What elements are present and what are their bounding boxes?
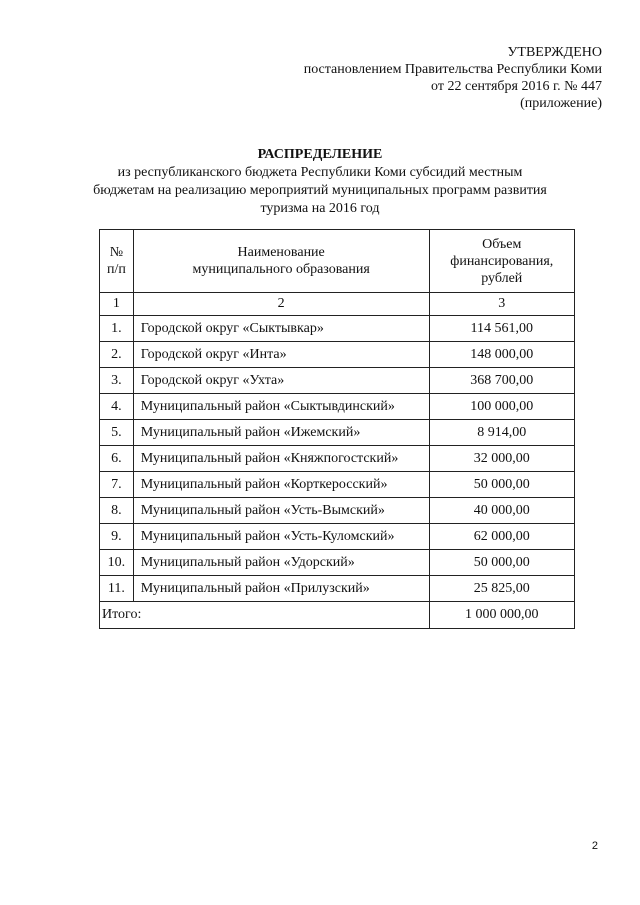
approval-block [202,44,602,112]
header-number-line-1: № [109,245,124,260]
table-row [100,550,575,576]
row-amount: 8 914,00 [429,420,574,446]
header-number-line-2: п/п [106,262,126,277]
row-name: Муниципальный район «Корткеросский» [133,472,429,498]
row-number: 8. [100,498,134,524]
table-row [100,576,575,602]
table-row [100,446,575,472]
row-number: 1. [100,316,134,342]
total-label: Итого: [100,602,430,629]
distribution-table [99,229,575,629]
column-numbering-row [100,293,575,316]
row-amount: 114 561,00 [429,316,574,342]
row-name: Муниципальный район «Усть-Вымский» [133,498,429,524]
row-name: Муниципальный район «Прилузский» [133,576,429,602]
row-name: Муниципальный район «Ижемский» [133,420,429,446]
header-name [133,230,429,293]
header-amount [429,230,574,293]
row-number: 5. [100,420,134,446]
row-amount: 40 000,00 [429,498,574,524]
table-row [100,316,575,342]
row-amount: 368 700,00 [429,368,574,394]
row-amount: 148 000,00 [429,342,574,368]
title-line-3: туризма на 2016 год [260,201,380,216]
column-number-1: 1 [100,293,134,316]
row-amount: 62 000,00 [429,524,574,550]
row-name: Муниципальный район «Сыктывдинский» [133,394,429,420]
table-row [100,394,575,420]
page-number: 2 [591,840,598,852]
table-row [100,498,575,524]
header-name-line-2: муниципального образования [192,262,370,277]
row-number: 10. [100,550,134,576]
title-line-2: бюджетам на реализацию мероприятий муниципальных программ развития [93,183,547,198]
column-number-2: 2 [133,293,429,316]
row-name: Муниципальный район «Княжпогостский» [133,446,429,472]
table-row [100,524,575,550]
approved-line-2: от 22 сентября 2016 г. № 447 [431,79,602,94]
row-name: Городской округ «Инта» [133,342,429,368]
row-name: Муниципальный район «Усть-Куломский» [133,524,429,550]
total-row [100,602,575,629]
approved-label: УТВЕРЖДЕНО [507,45,602,60]
title-heading: РАСПРЕДЕЛЕНИЕ [257,147,383,162]
header-amount-line-3: рублей [481,270,523,286]
row-number: 3. [100,368,134,394]
row-number: 2. [100,342,134,368]
row-name: Городской округ «Сыктывкар» [133,316,429,342]
table-row [100,342,575,368]
row-amount: 50 000,00 [429,550,574,576]
row-number: 11. [100,576,134,602]
row-name: Муниципальный район «Удорский» [133,550,429,576]
table-header-row [100,230,575,293]
row-amount: 25 825,00 [429,576,574,602]
row-number: 9. [100,524,134,550]
row-amount: 50 000,00 [429,472,574,498]
approved-line-3: (приложение) [520,96,602,111]
row-amount: 100 000,00 [429,394,574,420]
table-row [100,472,575,498]
header-number [100,230,134,293]
table-row [100,420,575,446]
total-amount: 1 000 000,00 [429,602,574,629]
header-amount-line-2: финансирования, [450,253,554,269]
row-number: 4. [100,394,134,420]
row-number: 7. [100,472,134,498]
row-name: Городской округ «Ухта» [133,368,429,394]
row-number: 6. [100,446,134,472]
header-amount-line-1: Объем [482,236,522,252]
document-title [0,146,640,218]
approved-line-1: постановлением Правительства Республики Коми [303,62,602,77]
table-row [100,368,575,394]
header-name-line-1: Наименование [237,245,325,260]
row-amount: 32 000,00 [429,446,574,472]
title-line-1: из республиканского бюджета Республики Коми субсидий местным [117,165,523,180]
column-number-3: 3 [429,293,574,316]
